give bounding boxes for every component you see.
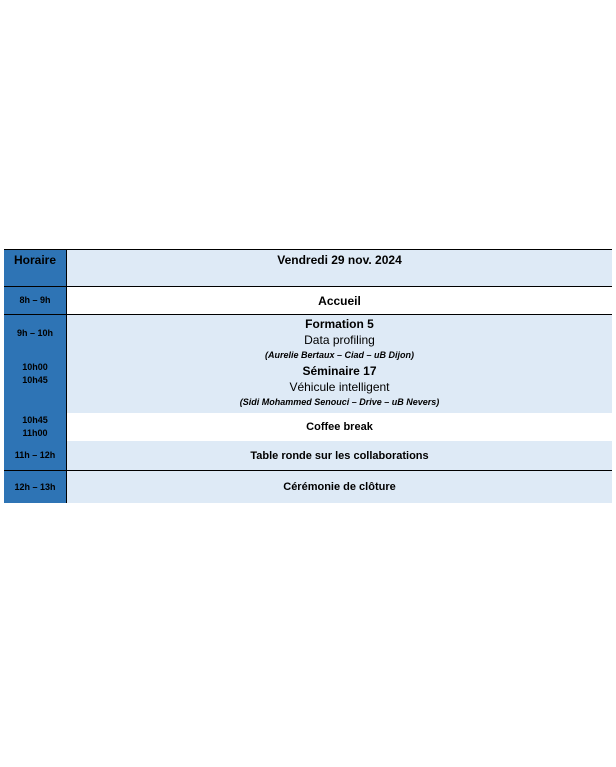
schedule-table — [4, 249, 612, 503]
label-coffee: Coffee break — [67, 413, 612, 441]
label-cloture: Cérémonie de clôture — [67, 471, 612, 503]
row-cloture — [4, 471, 612, 503]
time-accueil: 8h – 9h — [4, 287, 67, 314]
seminaire-title: Séminaire 17 — [302, 364, 377, 378]
header-row — [4, 249, 612, 287]
label-accueil: Accueil — [67, 287, 612, 314]
label-table-ronde: Table ronde sur les collaborations — [67, 441, 612, 470]
time-seminaire-end: 10h45 — [22, 375, 48, 385]
time-seminaire-start: 10h00 — [22, 362, 48, 372]
time-formation-seminaire — [4, 315, 67, 413]
row-table-ronde — [4, 441, 612, 471]
row-coffee — [4, 413, 612, 441]
time-coffee-start: 10h45 — [22, 415, 48, 425]
time-formation: 9h – 10h — [16, 328, 54, 338]
time-table-ronde: 11h – 12h — [4, 441, 67, 470]
time-cloture: 12h – 13h — [4, 471, 67, 503]
formation-speaker: (Aurelie Bertaux – Ciad – uB Dijon) — [264, 350, 415, 360]
row-accueil — [4, 287, 612, 315]
formation-subtitle: Data profiling — [304, 333, 375, 347]
seminaire-subtitle: Véhicule intelligent — [289, 380, 390, 394]
horaire-header: Horaire — [4, 250, 67, 286]
seminaire-speaker: (Sidi Mohammed Senouci – Drive – uB Nevers) — [239, 397, 440, 407]
formation-title: Formation 5 — [305, 317, 374, 331]
day-title: Vendredi 29 nov. 2024 — [67, 250, 612, 286]
row-formation-seminaire — [4, 315, 612, 413]
events-formation-seminaire — [67, 315, 612, 413]
time-coffee-end: 11h00 — [22, 428, 48, 438]
time-coffee — [4, 413, 67, 441]
